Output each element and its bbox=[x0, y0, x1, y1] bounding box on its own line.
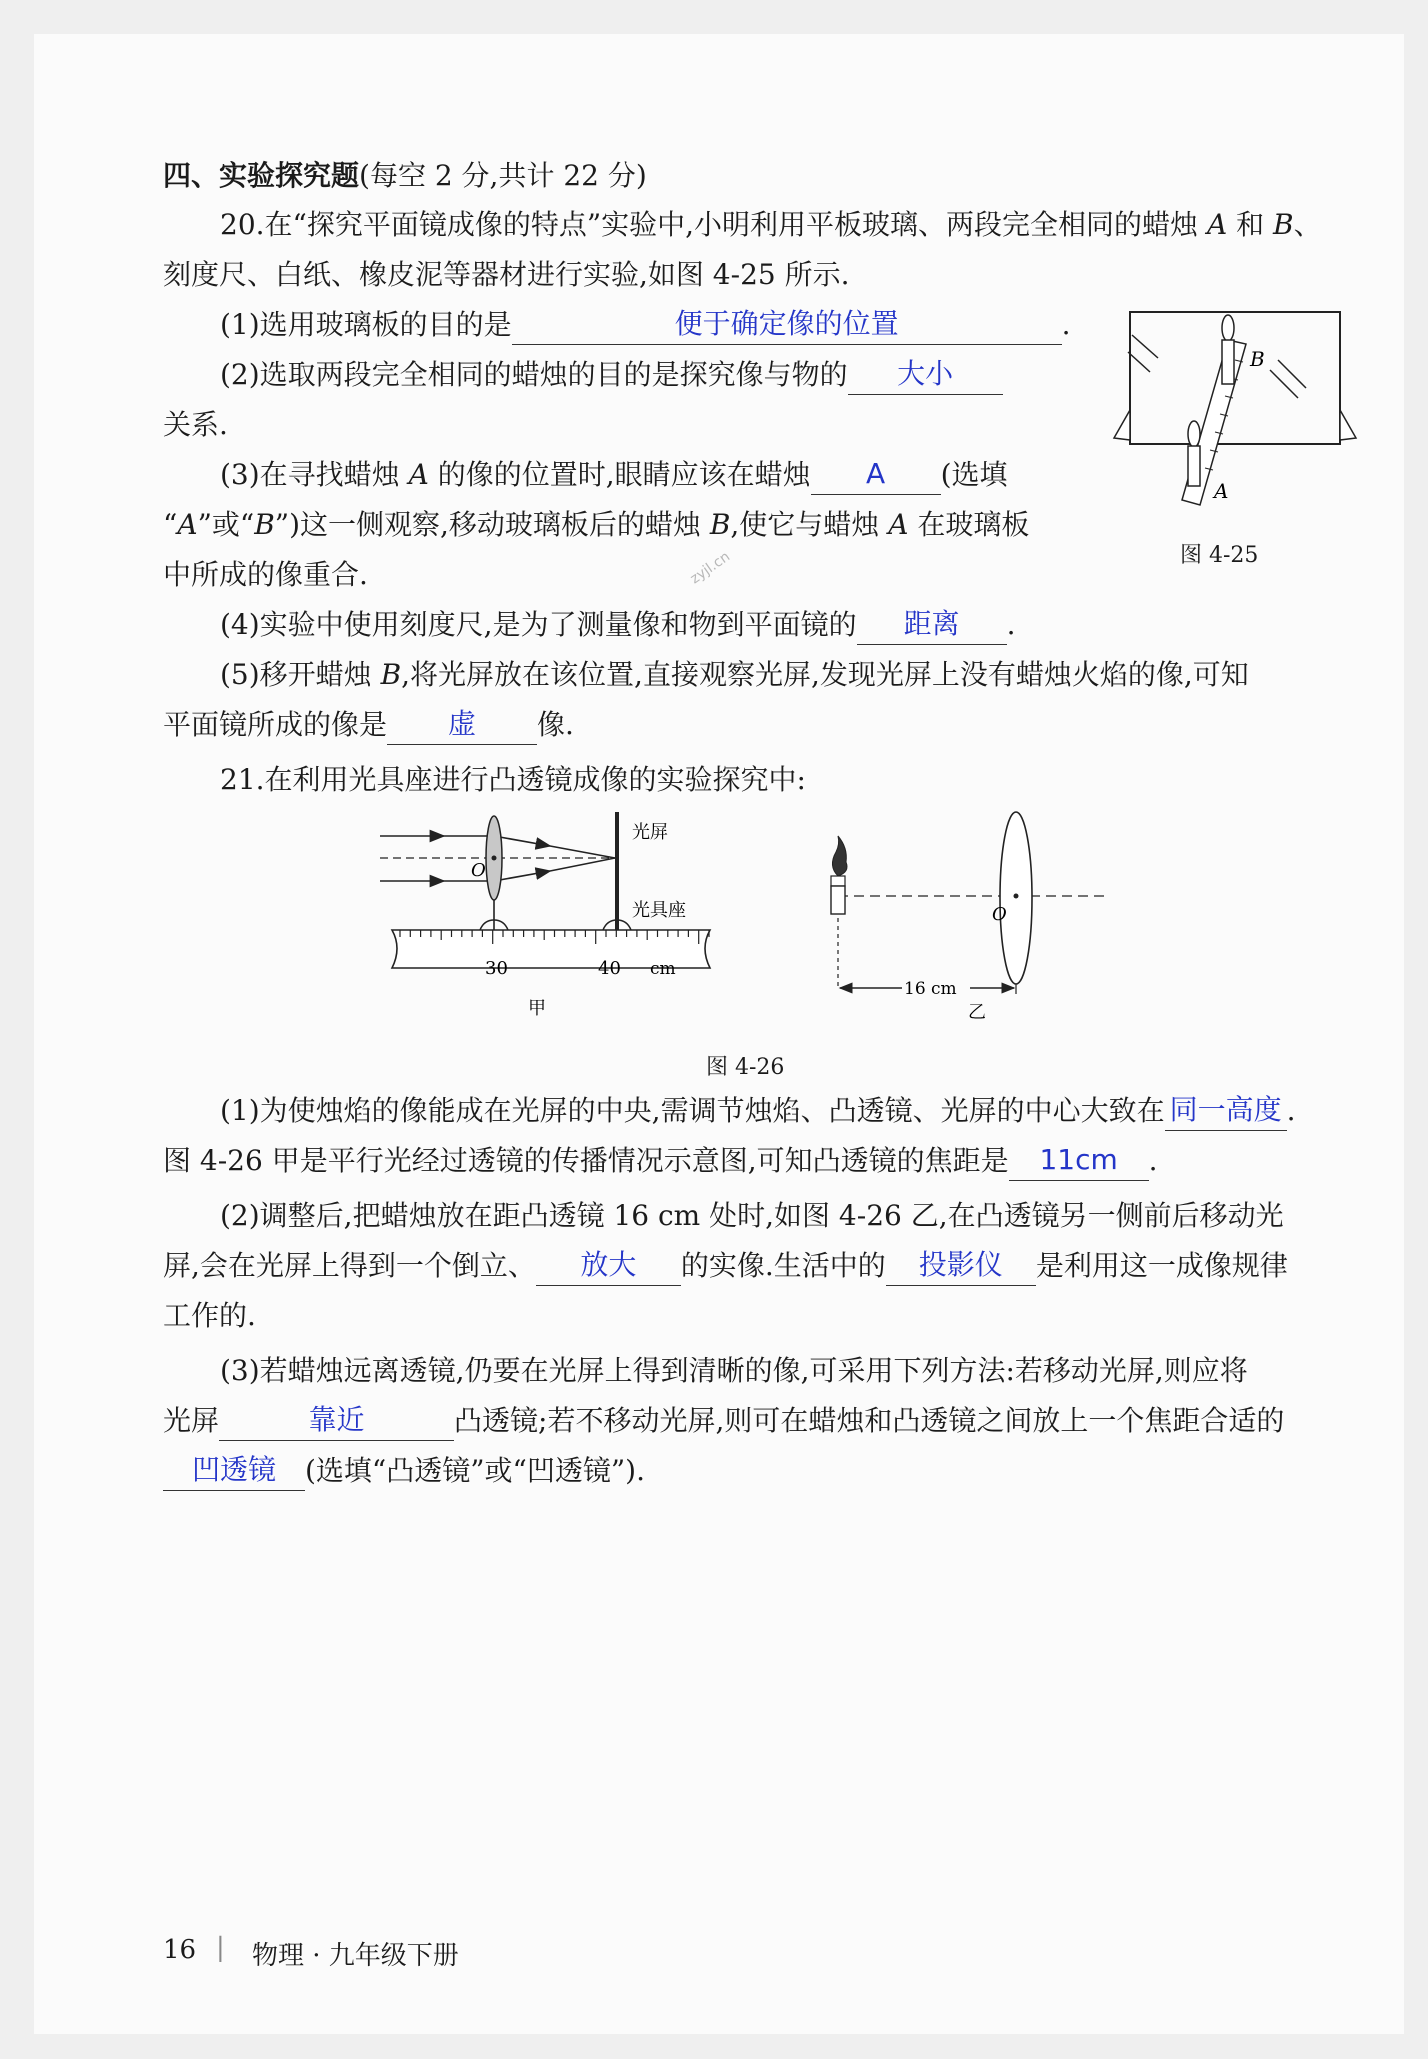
candle-a bbox=[1188, 446, 1200, 486]
label-yi: 乙 bbox=[968, 1002, 986, 1023]
stand-left bbox=[1114, 410, 1130, 440]
answer: 便于确定像的位置 bbox=[674, 307, 899, 340]
label-o-jia: O bbox=[471, 860, 486, 881]
q20-part2-cont: 关系. bbox=[163, 408, 228, 441]
answer: 虚 bbox=[448, 707, 477, 740]
answer: 靠近 bbox=[308, 1403, 365, 1436]
distance-label: 16 cm bbox=[904, 979, 957, 999]
q21-part3-line2: 光屏 靠近 凸透镜;若不移动光屏,则可在蜡烛和凸透镜之间放上一个焦距合适的 bbox=[163, 1401, 1284, 1441]
label-o-yi: O bbox=[992, 904, 1007, 925]
answer: 同一高度 bbox=[1169, 1093, 1282, 1126]
q20-part5-line2: 平面镜所成的像是 虚 像. bbox=[163, 705, 574, 745]
q21-p3-blank[interactable] bbox=[219, 1403, 454, 1441]
q21-part2: (2)调整后,把蜡烛放在距凸透镜 16 cm 处时,如图 4-26 乙,在凸透镜另一侧前后移动光 bbox=[220, 1199, 1284, 1232]
figure-4-25-caption: 图 4-25 bbox=[1180, 543, 1259, 568]
answer: 大小 bbox=[897, 357, 954, 390]
footer-separator: | bbox=[216, 1933, 225, 1963]
q20-p4-blank[interactable] bbox=[857, 607, 1007, 645]
q21-stem: 21.在利用光具座进行凸透镜成像的实验探究中: bbox=[220, 763, 806, 796]
answer: 11cm bbox=[1039, 1143, 1118, 1176]
answer: 放大 bbox=[580, 1248, 637, 1281]
q21-part2-line3: 工作的. bbox=[163, 1299, 256, 1332]
label-a: A bbox=[1214, 479, 1229, 503]
candle-b-flame bbox=[1222, 315, 1234, 341]
book-title: 物理 · 九年级下册 bbox=[252, 1941, 459, 1971]
q20-part1: (1)选用玻璃板的目的是 便于确定像的位置 . bbox=[220, 305, 1071, 345]
q20-part3-line3: 中所成的像重合. bbox=[163, 558, 368, 591]
q21-p2-blank[interactable] bbox=[536, 1248, 681, 1286]
q20-p3-blank[interactable] bbox=[811, 457, 941, 495]
q20-part5: (5)移开蜡烛 B,将光屏放在该位置,直接观察光屏,发现光屏上没有蜡烛火焰的像,可知 bbox=[220, 658, 1249, 691]
q20-stem-line1: 20.在“探究平面镜成像的特点”实验中,小明利用平板玻璃、两段完全相同的蜡烛 A 和 B、 bbox=[220, 208, 1322, 241]
q20-p5-blank[interactable] bbox=[387, 707, 537, 745]
q21-part3: (3)若蜡烛远离透镜,仍要在光屏上得到清晰的像,可采用下列方法:若移动光屏,则应将 bbox=[220, 1354, 1248, 1387]
candle bbox=[831, 886, 845, 914]
q20-part4: (4)实验中使用刻度尺,是为了测量像和物到平面镜的 距离 . bbox=[220, 605, 1015, 645]
tick-unit: cm bbox=[650, 959, 676, 979]
figure-4-25 bbox=[1110, 300, 1350, 530]
answer: 投影仪 bbox=[918, 1248, 1003, 1281]
q21-part2-line2: 屏,会在光屏上得到一个倒立、 放大 的实像.生活中的 投影仪 是利用这一成像规律 bbox=[163, 1246, 1288, 1286]
answer: 凹透镜 bbox=[191, 1453, 276, 1486]
q21-p1-blank2[interactable] bbox=[1009, 1143, 1149, 1181]
q21-part1-line2: 图 4-26 甲是平行光经过透镜的传播情况示意图,可知凸透镜的焦距是 11cm . bbox=[163, 1141, 1158, 1181]
q20-part3-line2: “A”或“B”)这一侧观察,移动玻璃板后的蜡烛 B,使它与蜡烛 A 在玻璃板 bbox=[163, 508, 1030, 541]
q20-stem-line2: 刻度尺、白纸、橡皮泥等器材进行实验,如图 4-25 所示. bbox=[163, 258, 850, 291]
figure-4-26-caption: 图 4-26 bbox=[706, 1055, 785, 1080]
section-title: 四、实验探究题 bbox=[163, 159, 360, 192]
candle-flame bbox=[832, 836, 847, 876]
q21-p1-blank[interactable] bbox=[1165, 1093, 1287, 1131]
answer: 距离 bbox=[903, 607, 960, 640]
label-b: B bbox=[1250, 347, 1265, 371]
q20-p1-blank[interactable] bbox=[512, 307, 1062, 345]
label-jia: 甲 bbox=[528, 998, 546, 1019]
screen-label: 光屏 bbox=[632, 822, 668, 843]
bench-label: 光具座 bbox=[632, 900, 686, 921]
q21-p3-blank2[interactable] bbox=[163, 1453, 305, 1491]
figure-4-26 bbox=[370, 808, 1130, 1023]
q20-p2-blank[interactable] bbox=[848, 357, 1003, 395]
page-number: 16 bbox=[163, 1935, 197, 1965]
q21-p2-blank2[interactable] bbox=[886, 1248, 1036, 1286]
q21-part1: (1)为使烛焰的像能成在光屏的中央,需调节烛焰、凸透镜、光屏的中心大致在 同一高度 . bbox=[220, 1091, 1295, 1131]
answer: A bbox=[866, 457, 886, 490]
candle-b bbox=[1222, 340, 1234, 384]
candle-a-flame bbox=[1188, 421, 1200, 447]
tick-40: 40 bbox=[598, 958, 621, 979]
q21-part3-line3: 凹透镜 (选填“凸透镜”或“凹透镜”). bbox=[163, 1451, 645, 1491]
tick-30: 30 bbox=[485, 958, 508, 979]
q20-part2: (2)选取两段完全相同的蜡烛的目的是探究像与物的 大小 bbox=[220, 355, 1003, 395]
section-score: (每空 2 分,共计 22 分) bbox=[359, 159, 647, 192]
q20-part3: (3)在寻找蜡烛 A 的像的位置时,眼睛应该在蜡烛 A (选填 bbox=[220, 455, 1008, 495]
watermark: zyjl.cn bbox=[687, 548, 734, 588]
section-heading bbox=[163, 156, 647, 196]
